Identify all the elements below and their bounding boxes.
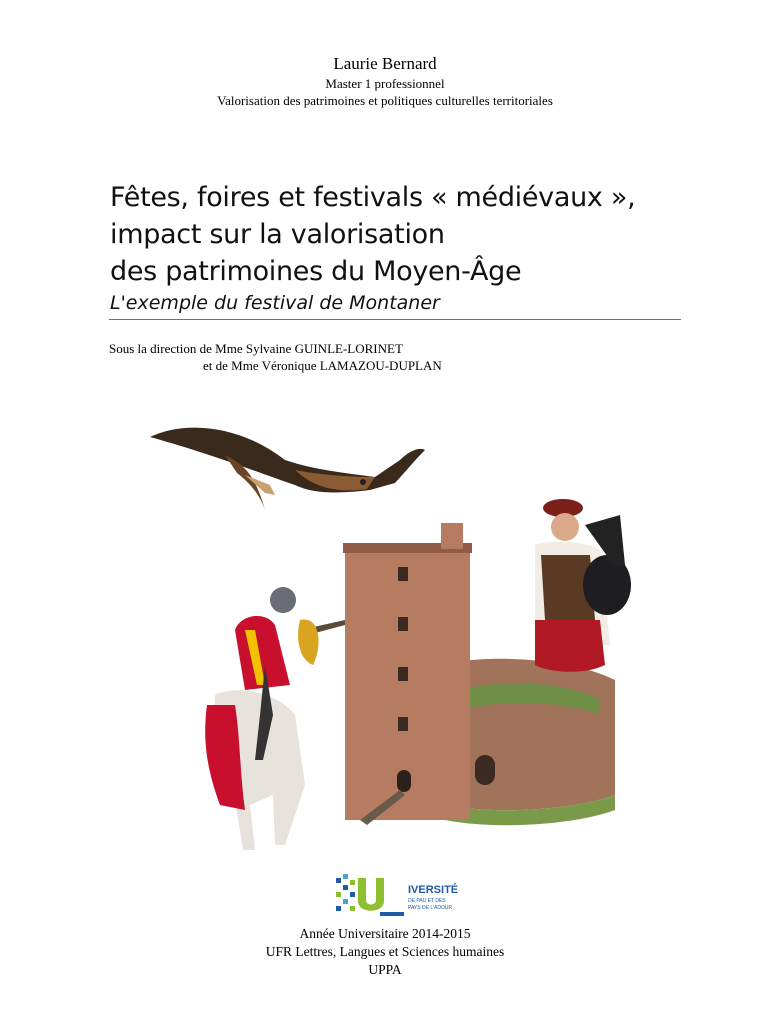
cover-illustration xyxy=(145,415,645,860)
faculty-label: UFR Lettres, Langues et Sciences humaines xyxy=(265,944,505,959)
logo-text-main: IVERSITÉ xyxy=(408,884,459,896)
author-name: Laurie Bernard xyxy=(333,54,437,73)
title-line-3: des patrimoines du Moyen-Âge xyxy=(110,256,522,287)
program-label: Valorisation des patrimoines et politiques culturelles territoriales xyxy=(217,93,553,108)
university-logo xyxy=(332,872,472,918)
subtitle: L'exemple du festival de Montaner xyxy=(110,292,440,314)
falcon-image xyxy=(150,428,425,510)
direction-line-1: Sous la direction de Mme Sylvaine GUINLE-LORINET xyxy=(109,341,403,356)
academic-year: Année Universitaire 2014-2015 xyxy=(299,926,471,941)
title-line-2: impact sur la valorisation xyxy=(110,219,445,250)
logo-text-sub1: DE PAU ET DES xyxy=(408,898,446,904)
piper-image xyxy=(535,499,631,672)
title-rule xyxy=(109,319,681,320)
castle-tower-image xyxy=(343,523,472,825)
institution-label: UPPA xyxy=(368,962,402,977)
knight-image xyxy=(205,587,345,850)
logo-text-sub2: PAYS DE L'ADOUR xyxy=(408,905,453,911)
degree-label: Master 1 professionnel xyxy=(325,76,445,91)
direction-line-2: et de Mme Véronique LAMAZOU-DUPLAN xyxy=(203,358,442,373)
logo-pixel-mark xyxy=(336,874,404,916)
castle-wall-image xyxy=(445,659,615,825)
title-line-1: Fêtes, foires et festivals « médiévaux », xyxy=(110,182,636,213)
